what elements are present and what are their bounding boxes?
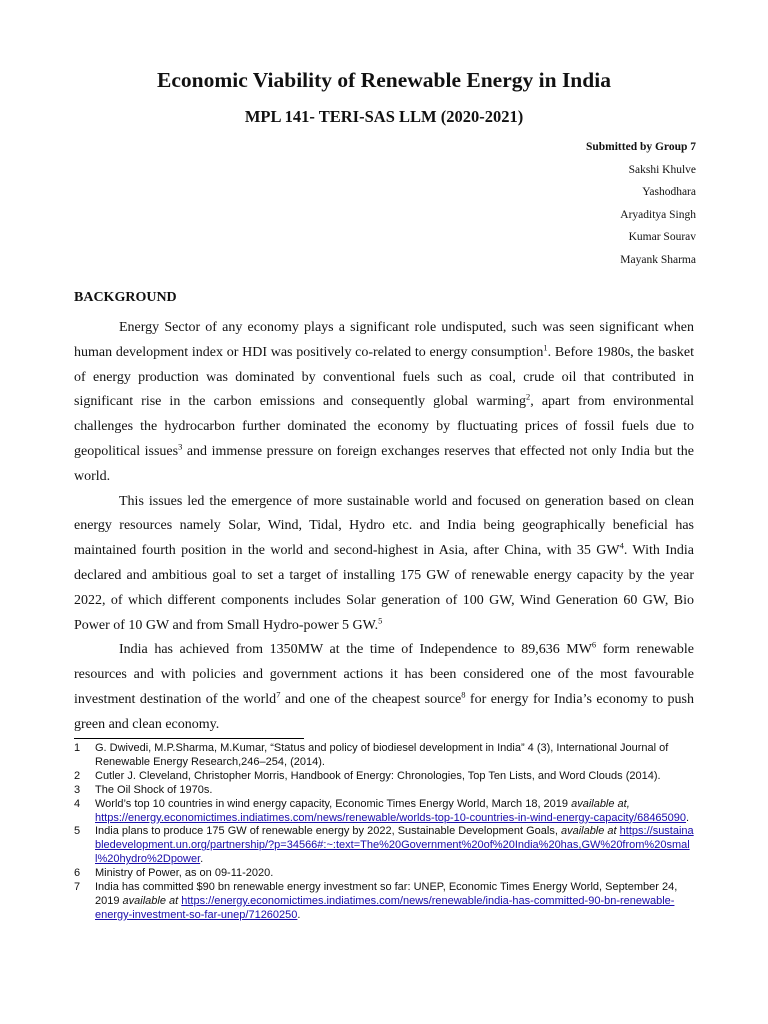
footnote-item: [74, 798, 694, 826]
author-block: [586, 136, 696, 271]
footnote-text: The Oil Shock of 1970s.: [95, 783, 213, 796]
footnote-ref[interactable]: 2: [526, 391, 531, 402]
paragraph: [74, 490, 694, 639]
footnote-item: [74, 881, 694, 923]
footnote-ref[interactable]: 3: [178, 441, 183, 452]
author-name: Kumar Sourav: [628, 231, 696, 243]
group-label: Submitted by Group 7: [585, 141, 696, 153]
paragraph-text: India has achieved from 1350MW at the time of Independence to 89,636 MW: [119, 642, 592, 658]
footnote-content: [95, 881, 694, 923]
footnote-availability: available at: [122, 894, 179, 907]
paragraph-text: and one of the cheapest source: [280, 691, 462, 707]
author-name: Aryaditya Singh: [620, 208, 696, 221]
paragraph: [74, 316, 694, 490]
paragraph-text: , apart from environmental challenges the hydrocarbon further dominated the economy by fluctuating prices of fossil fuels due to geopolitical issues: [74, 394, 695, 459]
document-subtitle: MPL 141- TERI-SAS LLM (2020-2021): [244, 107, 524, 126]
footnote-availability: available at,: [571, 797, 630, 810]
footnote-ref[interactable]: 6: [591, 639, 597, 650]
paragraph-text: . Before 1980s, the basket of energy production was dominated by conventional fuels such as coal, crude oil that contributed in significant rise in the carbon emissions and consequently global warming: [74, 344, 694, 410]
footnote-ref[interactable]: 1: [543, 342, 548, 353]
footnote-text: India plans to produce 175 GW of renewable energy by 2022, Sustainable Development Goals,: [95, 825, 561, 838]
paragraph-text: . With India declared and ambitious goal to set a target of installing 175 GW of renewable energy capacity by the year 2022, of which different components includes Solar generation of 100 GW, Wind Generation 60 GW, Bio Power of 10 GW and from Small Hydro-power 5 GW.: [74, 543, 694, 633]
footnote-number: 3: [74, 783, 81, 796]
document-title: Economic Viability of Renewable Energy in India: [157, 68, 611, 92]
footnote-text: Ministry of Power, as on 09-11-2020.: [95, 867, 274, 880]
footnote-content: [95, 798, 694, 826]
footnote-ref[interactable]: 4: [619, 540, 624, 551]
footnote-text: India has committed $90 bn renewable energy investment so far: UNEP, Economic Times Energy World, September 24, 2019: [95, 881, 678, 907]
footnote-ref[interactable]: 5: [378, 614, 383, 625]
author-name: Mayank Sharma: [620, 253, 696, 266]
paragraph-text: and immense pressure on foreign exchanges reserves that effected not only India but the world.: [74, 443, 694, 484]
footnote-ref[interactable]: 8: [461, 689, 466, 700]
footnote-link[interactable]: https://energy.economictimes.indiatimes.com/news/renewable/worlds-top-10-countries-in-wind-energy-capacity/68465090: [95, 811, 687, 824]
footnote-item: [74, 742, 694, 770]
footnote-number: 7: [74, 881, 81, 894]
footnote-ref[interactable]: 7: [276, 689, 281, 700]
footnote-availability: available at: [560, 825, 617, 838]
footnote-item: [74, 825, 694, 867]
footnote-link[interactable]: https://sustainabledevelopment.un.org/partnership/?p=34566#:~:text=The%20Government%20of%20India%20has,GW%20from%20small%20hydro%2Dpower: [95, 825, 694, 866]
paragraph-text: Energy Sector of any economy plays a significant role undisputed, such was seen significant when human development index or HDI was positively co-related to energy consumption: [74, 320, 694, 360]
author-name: Yashodhara: [642, 186, 696, 198]
footnote-number: 6: [74, 867, 81, 880]
footnote-content: [95, 825, 694, 867]
paragraph: [74, 638, 694, 737]
footnote-tail: .: [200, 853, 204, 866]
paragraph-text: for energy for India’s economy to push green and clean economy.: [74, 691, 694, 732]
footnote-item: [74, 867, 694, 881]
footnote-item: [74, 784, 694, 798]
footnote-text: Cutler J. Cleveland, Christopher Morris, Handbook of Energy: Chronologies, Top Ten Lists, and Word Clouds (2014).: [95, 769, 661, 782]
paragraph-text: This issues led the emergence of more sustainable world and focused on generation based on clean energy resources namely Solar, Wind, Tidal, Hydro etc. and India being geographically beneficial has maintained fourth position in the world and second-highest in Asia, after China, with 35 GW: [74, 493, 694, 559]
footnote-number: 5: [74, 825, 81, 838]
footnote-number: 4: [74, 797, 81, 810]
footnote-number: 2: [74, 769, 81, 782]
footnote-tail: .: [686, 811, 690, 824]
author-name: Sakshi Khulve: [628, 163, 696, 176]
body-text: [74, 316, 694, 738]
paragraph-text: form renewable resources and with policies and government actions it has been considered one of the most favourable investment destination of the world: [74, 642, 694, 707]
footnote-link[interactable]: https://energy.economictimes.indiatimes.com/news/renewable/india-has-committed-90-bn-renewable-energy-investment-so-far-unep/71260250: [95, 894, 675, 921]
footnote-text: G. Dwivedi, M.P.Sharma, M.Kumar, “Status and policy of biodiesel development in India” 4 (3), International Journal of Renewable Energy Research,246–254, (2014).: [95, 742, 669, 768]
footnotes: [74, 742, 694, 923]
footnote-tail: .: [297, 908, 301, 921]
footnote-number: 1: [74, 742, 81, 754]
footnote-divider: [74, 738, 304, 739]
footnote-item: [74, 770, 694, 784]
footnote-text: World’s top 10 countries in wind energy capacity, Economic Times Energy World, March 18, 2019: [95, 797, 572, 810]
section-heading: BACKGROUND: [74, 290, 177, 305]
